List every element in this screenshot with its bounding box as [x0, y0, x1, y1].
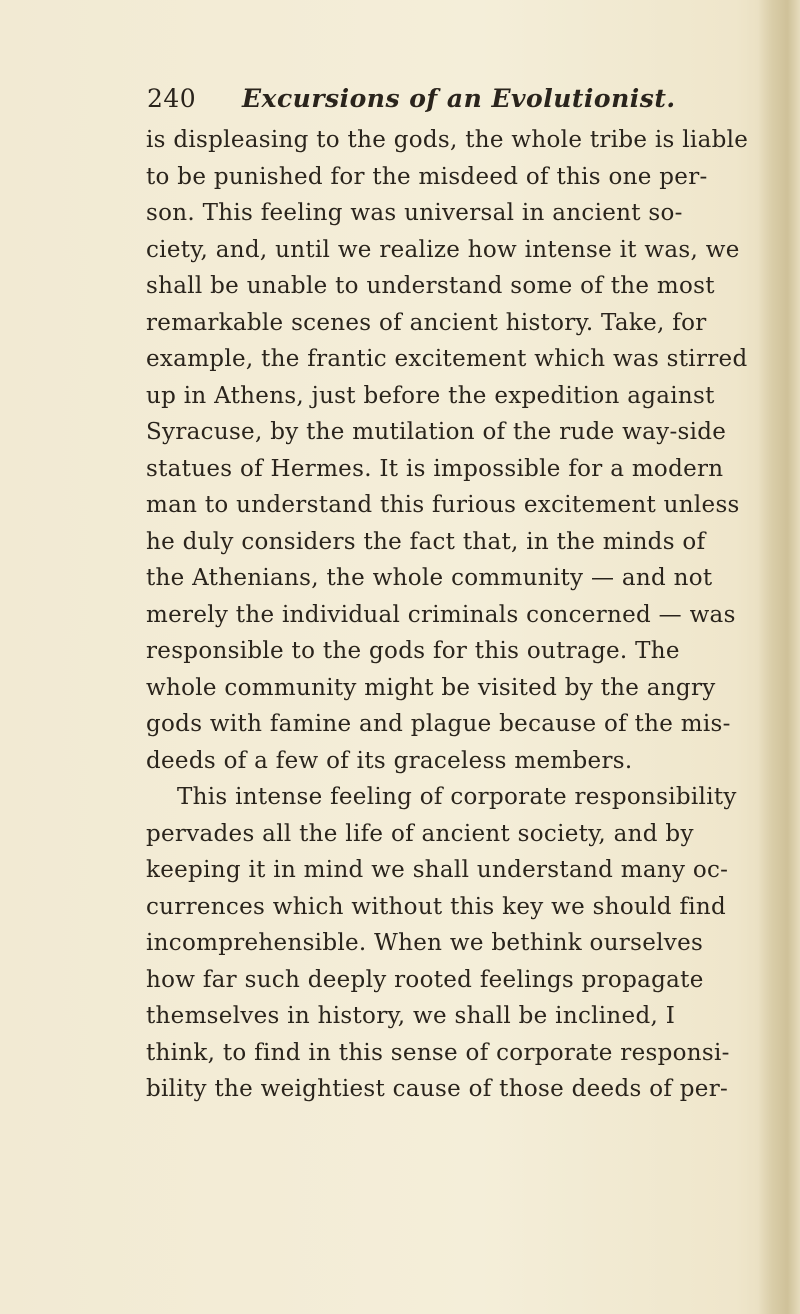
text-line: the Athenians, the whole community — and not	[146, 565, 713, 591]
text-line: keeping it in mind we shall understand many oc-	[146, 857, 729, 883]
text-line: statues of Hermes. It is impossible for a modern	[146, 455, 724, 482]
text-line: whole community might be visited by the angry	[146, 674, 716, 701]
body-text	[146, 122, 749, 1108]
text-line: incomprehensible. When we bethink ourselves	[146, 930, 704, 956]
text-line: to be punished for the misdeed of this one per-	[146, 163, 708, 190]
text-line: up in Athens, just before the expedition against	[146, 382, 715, 409]
text-line: man to understand this furious excitement unless	[146, 492, 740, 518]
text-line: how far such deeply rooted feelings propagate	[146, 966, 704, 993]
text-line: is displeasing to the gods, the whole tribe is liable	[146, 127, 749, 153]
text-line: example, the frantic excitement which was stirred	[146, 346, 748, 372]
text-line: shall be unable to understand some of the most	[146, 273, 715, 299]
text-line: Syracuse, by the mutilation of the rude way-side	[146, 419, 727, 445]
text-line: think, to find in this sense of corporate responsi-	[146, 1039, 730, 1066]
text-line: ciety, and, until we realize how intense it was, we	[146, 236, 740, 263]
text-line: responsible to the gods for this outrage. The	[146, 638, 680, 664]
text-line: merely the individual criminals concerned — was	[146, 601, 736, 628]
text-line: he duly considers the fact that, in the minds of	[146, 528, 706, 555]
text-line: themselves in history, we shall be inclined, I	[146, 1003, 676, 1029]
text-line: remarkable scenes of ancient history. Take, for	[146, 309, 707, 336]
text-line: currences which without this key we should find	[146, 893, 727, 920]
running-title: Excursions of an Evolutionist.	[242, 84, 676, 113]
page-header	[147, 84, 707, 124]
page-edge-shadow	[758, 0, 800, 1314]
text-line: gods with famine and plague because of the mis-	[146, 711, 731, 737]
page-number: 240	[147, 84, 197, 113]
text-line: son. This feeling was universal in ancient so-	[146, 200, 683, 226]
paragraph-start-line: This intense feeling of corporate responsibility	[177, 784, 737, 810]
text-line: pervades all the life of ancient society, and by	[146, 820, 694, 847]
text-line: bility the weightiest cause of those deeds of per-	[146, 1076, 729, 1102]
text-line: deeds of a few of its graceless members.	[146, 747, 633, 774]
